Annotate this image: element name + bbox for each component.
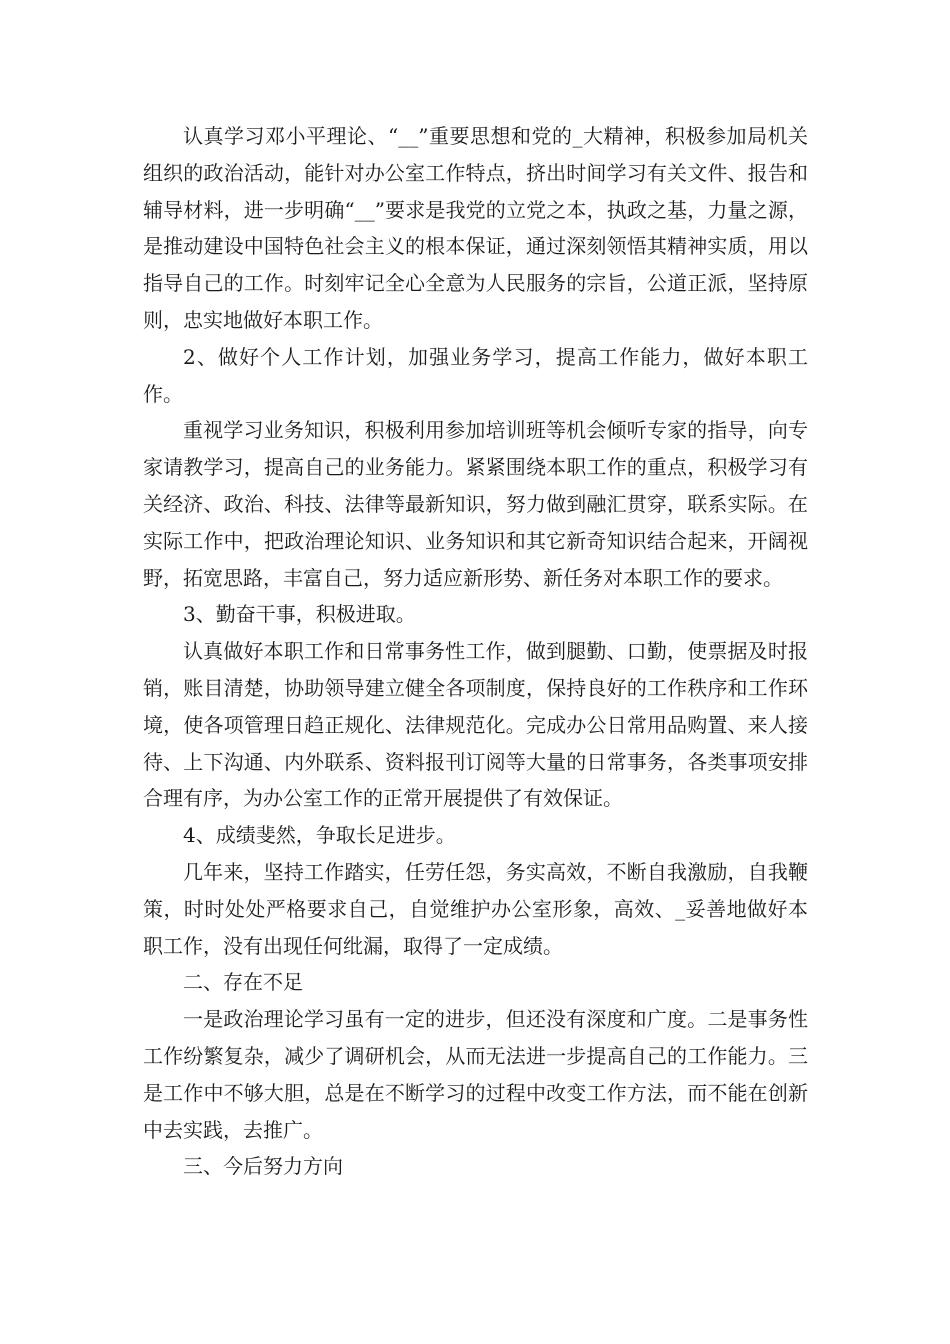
paragraph-business-study: 重视学习业务知识，积极利用参加培训班等机会倾听专家的指导，向专家请教学习，提高自己的业务能力。紧紧围绕本职工作的重点，积极学习有关经济、政治、科技、法律等最新知识，努力做到融汇贯穿，联系实际。在实际工作中，把政治理论知识、业务知识和其它新奇知识结合起来，开阔视野，拓宽思路，丰富自己，努力适应新形势、新任务对本职工作的要求。: [143, 418, 808, 590]
document-body: [143, 118, 808, 1185]
section-heading-work-plan: 2、做好个人工作计划，加强业务学习，提高工作能力，做好本职工作。: [143, 344, 808, 406]
section-heading-future-direction: 三、今后努力方向: [183, 1154, 343, 1179]
paragraph-study-theory: 认真学习邓小平理论、“__”重要思想和党的_大精神，积极参加局机关组织的政治活动，能针对办公室工作特点，挤出时间学习有关文件、报告和辅导材料，进一步明确“__”要求是我党的立党之本，执政之基，力量之源，是推动建设中国特色社会主义的根本保证，通过深刻领悟其精神实质，用以指导自己的工作。时刻牢记全心全意为人民服务的宗旨，公道正派，坚持原则，忠实地做好本职工作。: [143, 124, 808, 332]
section-heading-diligence: 3、勤奋干事，积极进取。: [183, 602, 416, 627]
paragraph-daily-affairs: 认真做好本职工作和日常事务性工作，做到腿勤、口勤，使票据及时报销，账目清楚，协助领导建立健全各项制度，保持良好的工作秩序和工作环境，使各项管理日趋正规化、法律规范化。完成办公日常用品购置、来人接待、上下沟通、内外联系、资料报刊订阅等大量的日常事务，各类事项安排合理有序，为办公室工作的正常开展提供了有效保证。: [143, 639, 808, 811]
section-heading-achievements: 4、成绩斐然，争取长足进步。: [183, 823, 456, 848]
paragraph-achievements: 几年来，坚持工作踏实，任劳任怨，务实高效，不断自我激励，自我鞭策，时时处处严格要求自己，自觉维护办公室形象，高效、_妥善地做好本职工作，没有出现任何纰漏，取得了一定成绩。: [143, 859, 808, 958]
section-heading-shortcomings: 二、存在不足: [183, 970, 303, 995]
paragraph-shortcomings: 一是政治理论学习虽有一定的进步，但还没有深度和广度。二是事务性工作纷繁复杂，减少了调研机会，从而无法进一步提高自己的工作能力。三是工作中不够大胆，总是在不断学习的过程中改变工作方法，而不能在创新中去实践，去推广。: [143, 1007, 808, 1142]
